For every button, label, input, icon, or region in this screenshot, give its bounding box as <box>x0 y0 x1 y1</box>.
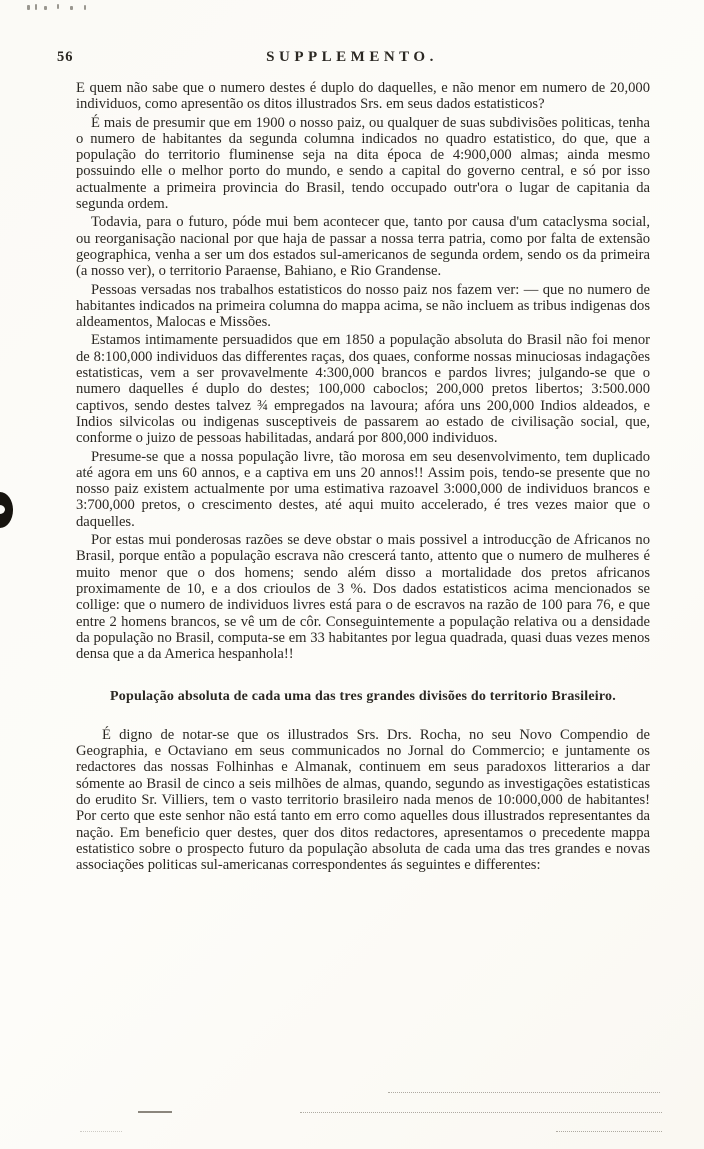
paragraph-3: Todavia, para o futuro, póde mui bem acontecer que, tanto por causa d'um cataclysma social, ou reorganisação nacional por que haja de passar a nossa terra patria, como por falta de extensão geographica, venha a ser um dos estados sul-americanos de segunda ordem, sendo os da primeira (a nosso ver), o territorio Paraense, Bahiano, e Rio Grandense. <box>76 214 650 280</box>
scan-artifact-line <box>388 1092 660 1093</box>
paragraph-6: Presume-se que a nossa população livre, tão morosa em seu desenvolvimento, tem duplicado até agora em uns 60 annos, e a captiva em uns 20 annos!! Assim pois, tendo-se presente que no nosso paiz existem actualmente por uma estimativa razoavel 3:000,000 de individuos brancos e 3:700,000 pretos, o crescimento destes, até aqui muito accelerado, é tres vezes maior que o daquelles. <box>76 448 650 530</box>
scan-speckle <box>57 4 59 9</box>
scan-artifact-line <box>300 1112 662 1113</box>
paragraph-5: Estamos intimamente persuadidos que em 1850 a população absoluta do Brasil não foi menor de 8:100,000 individuos das differentes raças, dos quaes, conforme nossas minuciosas indagações estatisticas, vem a ser provavelmente 4:300,000 brancos e pardos livres; julgando-se que o numero daquelles é duplo do destes; 100,000 caboclos; 200,000 pretos libertos; 3:500.000 captivos, sendo destes talvez ¾ empregados na lavoura; afóra uns 200,000 Indios aldeados, e Indios silvicolas ou indigenas susceptiveis de passarem ao estado de civilisação social, que, conforme o juizo de pessoas habilitadas, andará por 800,000 individuos. <box>76 332 650 447</box>
section-heading: População absoluta de cada uma das tres grandes divisões do territorio Brasileiro. <box>110 689 616 705</box>
paragraph-2: É mais de presumir que em 1900 o nosso paiz, ou qualquer de suas subdivisões politicas, tenha o numero de habitantes da segunda columna indicados no quadro estatistico, do que, que a população do territorio fluminense seja na dita época de 4:900,000 almas; ainda mesmo possuindo elle o melhor porto do mundo, e sendo a capital do governo central, e só por isso actualmente a primeira provincia do Brasil, tendo occupado outr'ora o lugar de capitania da segunda ordem. <box>76 114 650 213</box>
paragraph-4: Pessoas versadas nos trabalhos estatisticos do nosso paiz nos fazem ver: — que no numero de habitantes indicados na primeira columna do mappa acima, se não incluem as tribus indigenas dos aldeamentos, Malocas e Missões. <box>76 281 650 331</box>
scan-speckle <box>70 6 73 10</box>
paragraph-1: E quem não sabe que o numero destes é duplo do daquelles, e não menor em numero de 20,000 individuos, como apresentão os ditos illustrados Srs. em seus dados estatisticos? <box>76 80 650 113</box>
scan-speckle <box>27 5 30 10</box>
scan-artifact-line <box>80 1131 122 1132</box>
text-block <box>76 80 650 874</box>
paragraph-7: Por estas mui ponderosas razões se deve obstar o mais possivel a introducção de Africanos no Brasil, porque então a população escrava não crescerá tanto, attento que o numero de mulheres é muito menor que o dos homens; sendo além disso a mortalidade dos pretos africanos proximamente de 10, e a dos crioulos de 3 %. Dos dados estatisticos acima mencionados se collige: que o numero de individuos livres está para o de escravos na razão de 100 para 76, e que entre 2 homens brancos, se vê um de côr. Conseguintemente a população relativa ou a densidade da população no Brasil, computa-se em 33 habitantes por legua quadrada, quasi duas vezes menos densa que a da America hespanhola!! <box>76 532 650 663</box>
scan-artifact-dash <box>138 1111 172 1113</box>
running-title: SUPPLEMENTO. <box>266 49 438 65</box>
scan-speckle <box>35 4 37 10</box>
page-header <box>0 49 704 67</box>
section-paragraph-1: É digno de notar-se que os illustrados Srs. Drs. Rocha, no seu Novo Compendio de Geographia, e Octaviano em seus communicados no Jornal do Commercio; e juntamente os redactores das nossas Folhinhas e Almanak, continuem em seus paradoxos litterarios a dar sómente ao Brasil de cinco a seis milhões de almas, quando, segundo as investigações estatisticas do erudito Sr. Villiers, tem o vasto territorio brasileiro nada menos de 10:000,000 de habitantes! Por certo que este senhor não está tanto em erro como aquelles dous illustrados representantes da nação. Em beneficio quer destes, quer dos ditos redactores, apresentamos o precedente mappa estatistico sobre o prospecto futuro da população absoluta de cada uma das tres grandes e novas associações politicas sul-americanas correspondentes ás seguintes e differentes: <box>76 726 650 874</box>
ink-blot-artifact <box>0 492 13 528</box>
scan-speckle <box>44 6 47 10</box>
scan-speckle <box>84 5 86 10</box>
scan-artifact-line <box>556 1131 662 1132</box>
page-number: 56 <box>57 49 74 65</box>
